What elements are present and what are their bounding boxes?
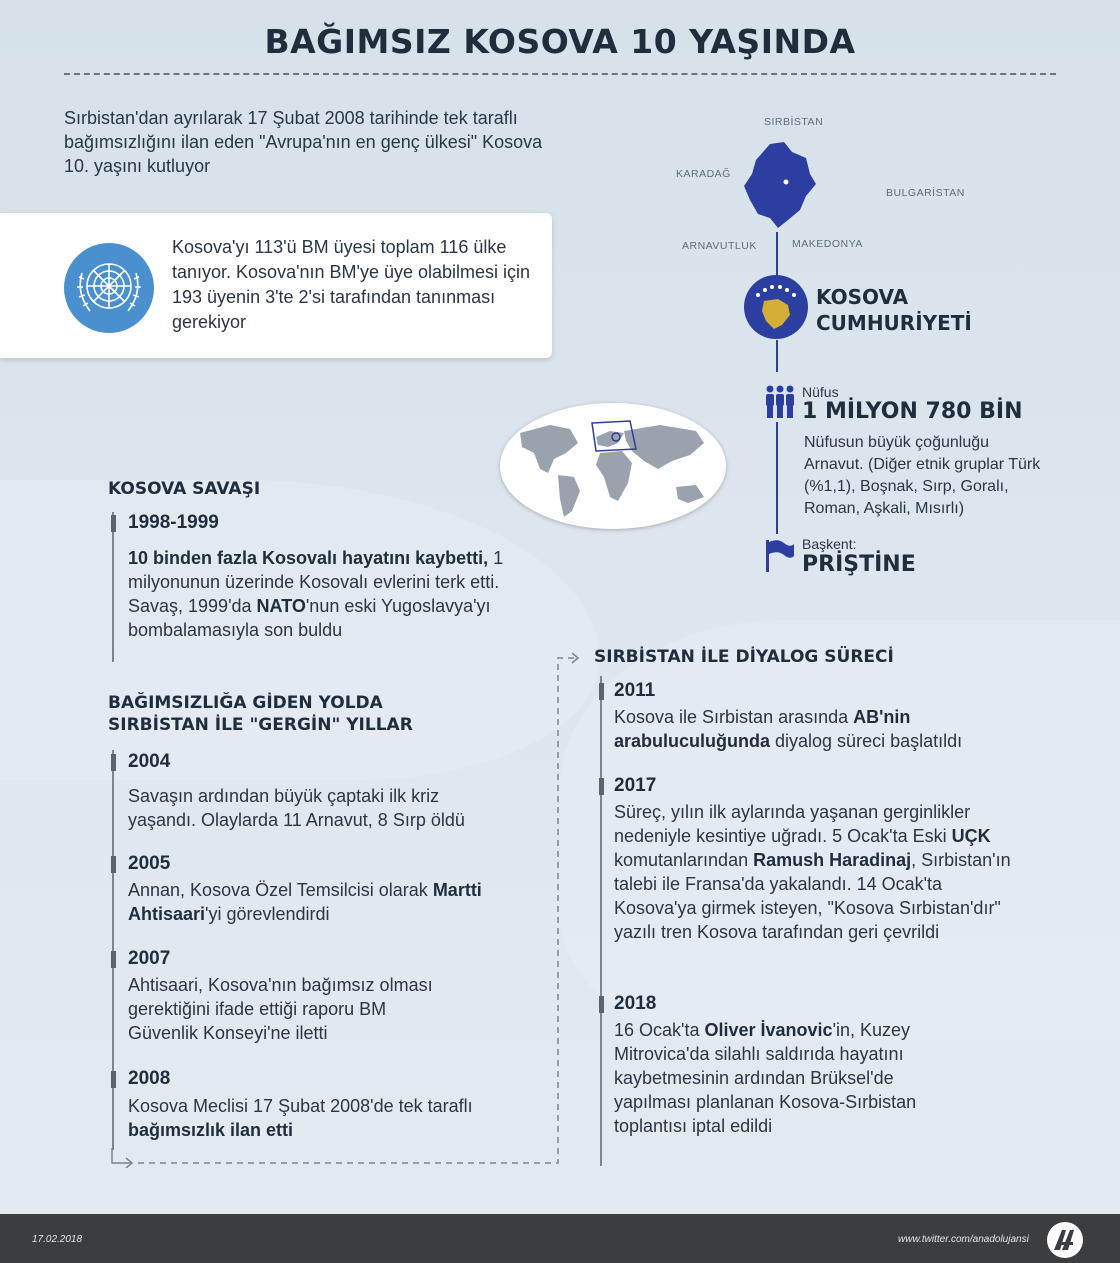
- dialog-text-2017-bold-b: Ramush Haradinaj: [753, 850, 912, 870]
- population-description: Nüfusun büyük çoğunluğu Arnavut. (Diğer etnik gruplar Türk (%1,1), Boşnak, Sırp, Goralı, Roman, Aşkali, Mısırlı): [804, 434, 1041, 517]
- connector-line: [776, 340, 778, 372]
- tense-heading-line2: SIRBİSTAN İLE "GERGİN" YILLAR: [108, 715, 413, 735]
- footer-date: 17.02.2018: [32, 1234, 83, 1245]
- map-label-montenegro: KARADAĞ: [676, 168, 731, 180]
- dialog-text-2011: [614, 705, 1034, 753]
- un-recognition-text: Kosova'yı 113'ü BM üyesi toplam 116 ülke tanıyor. Kosova'nın BM'ye üye olabilmesi için 193 üyenin 3'te 2'si tarafından tanınması gerekiyor: [172, 237, 531, 332]
- map-label-albania: ARNAVUTLUK: [682, 240, 757, 252]
- tense-heading-line1: BAĞIMSIZLIĞA GİDEN YOLDA: [108, 693, 383, 713]
- tense-year-2004: 2004: [128, 751, 171, 772]
- dialog-year-2018: 2018: [614, 993, 657, 1014]
- tense-year-2007: 2007: [128, 948, 171, 969]
- timeline-marker: [599, 778, 604, 795]
- dialog-text-2011-b: diyalog süreci başlatıldı: [770, 731, 963, 751]
- timeline-marker: [599, 996, 604, 1013]
- war-text-bold: 10 binden fazla Kosovalı hayatını kaybetti,: [128, 548, 489, 568]
- population-label: Nüfus: [802, 384, 839, 400]
- tense-text-2005-bold: Martti Ahtisaari: [128, 880, 482, 924]
- war-text-bold-2: NATO: [256, 596, 306, 616]
- timeline-connector-arrow: [110, 648, 590, 1168]
- war-heading: KOSOVA SAVAŞI: [108, 479, 261, 499]
- dialog-text-2018-bold: Oliver İvanovic: [704, 1020, 833, 1040]
- capital-value: PRİŞTİNE: [802, 552, 916, 577]
- map-label-serbia: SIRBİSTAN: [764, 116, 824, 128]
- dialog-text-2017-bold-a: UÇK: [951, 826, 991, 846]
- world-locator-map: [500, 403, 726, 529]
- kosovo-emblem-icon: [744, 275, 808, 339]
- tense-text-2008-bold: bağımsızlık ilan etti: [128, 1120, 294, 1140]
- dialog-text-2011-a: Kosova ile Sırbistan arasında: [614, 707, 854, 727]
- tense-text-2005-b: 'yi görevlendirdi: [205, 904, 330, 924]
- tense-text-2004-a: Savaşın ardından büyük çaptaki ilk kriz yaşandı. Olaylarda 11 Arnavut, 8 Sırp öldü: [128, 786, 465, 830]
- dialog-text-2017-c: , Sırbistan'ın talebi ile Fransa'da yakalandı. 14 Ocak'ta Kosova'ya girmek isteyen, "Kosova Sırbistan'dır" yazılı tren Kosova tarafından geri çevrildi: [614, 850, 1011, 942]
- dialog-year-2011: 2011: [614, 680, 656, 701]
- un-emblem-icon: [64, 243, 154, 333]
- tense-text-2005-a: Annan, Kosova Özel Temsilcisi olarak: [128, 880, 433, 900]
- country-name-line2: CUMHURİYETİ: [816, 311, 972, 335]
- footer-twitter-link[interactable]: www.twitter.com/anadolujansi: [898, 1234, 1029, 1245]
- un-info-box: [0, 213, 552, 358]
- dialog-heading: SIRBİSTAN İLE DİYALOG SÜRECİ: [594, 647, 894, 667]
- connector-line: [776, 232, 778, 277]
- connector-line: [776, 422, 778, 534]
- tense-text-2007-a: Ahtisaari, Kosova'nın bağımsız olması gerektiğini ifade ettiği raporu BM Güvenlik Konseyi'ne iletti: [128, 975, 433, 1043]
- tense-text-2008-a: Kosova Meclisi 17 Şubat 2008'de tek taraflı: [128, 1096, 473, 1116]
- title-divider: [64, 73, 1056, 75]
- kosovo-map-shape: [740, 140, 820, 232]
- country-name-line1: KOSOVA: [816, 285, 909, 309]
- population-value: 1 MİLYON 780 BİN: [802, 399, 1023, 424]
- timeline-line: [600, 676, 602, 1166]
- dialog-text-2018: [614, 1018, 974, 1138]
- dialog-text-2017-b: komutanlarından: [614, 850, 754, 870]
- dialog-text-2017: [614, 800, 1014, 944]
- dialog-text-2018-a: 16 Ocak'ta: [614, 1020, 705, 1040]
- timeline-line: [112, 512, 114, 662]
- dialog-text-2017-a: Süreç, yılın ilk aylarında yaşanan gerginlikler nedeniyle kesintiye uğradı. 5 Ocak'ta Eski: [614, 802, 971, 846]
- capital-flag-icon: [764, 538, 796, 574]
- country-name: [816, 284, 972, 336]
- map-label-bulgaria: BULGARİSTAN: [886, 187, 965, 199]
- map-label-macedonia: MAKEDONYA: [792, 238, 863, 250]
- aa-logo-icon: [1047, 1222, 1083, 1258]
- dialog-text-2011-bold: AB'nin arabuluculuğunda: [614, 707, 911, 751]
- dialog-year-2017: 2017: [614, 775, 657, 796]
- war-text-2: 'nun eski Yugoslavya'yı bombalamasıyla son buldu: [128, 596, 491, 640]
- war-text-1: 1 milyonunun üzerinde Kosovalı evlerini terk etti. Savaş, 1999'da: [128, 548, 504, 616]
- dialog-text-2018-b: 'in, Kuzey Mitrovica'da silahlı saldırıda hayatını kaybetmesinin ardından Brüksel'de yapılması planlanan Kosova-Sırbistan toplantısı iptal edildi: [614, 1020, 917, 1136]
- tense-year-2008: 2008: [128, 1068, 171, 1089]
- war-year: 1998-1999: [128, 512, 219, 533]
- capital-label: Başkent:: [802, 536, 857, 552]
- intro-text: Sırbistan'dan ayrılarak 17 Şubat 2008 tarihinde tek taraflı bağımsızlığını ilan eden "Avrupa'nın en genç ülkesi" Kosova 10. yaşını kutluyor: [64, 108, 543, 176]
- timeline-marker: [599, 683, 604, 700]
- timeline-marker: [111, 515, 116, 532]
- war-text: [128, 546, 528, 642]
- population-icon: [762, 384, 798, 420]
- tense-year-2005: 2005: [128, 853, 171, 874]
- page-title: BAĞIMSIZ KOSOVA 10 YAŞINDA: [264, 22, 856, 61]
